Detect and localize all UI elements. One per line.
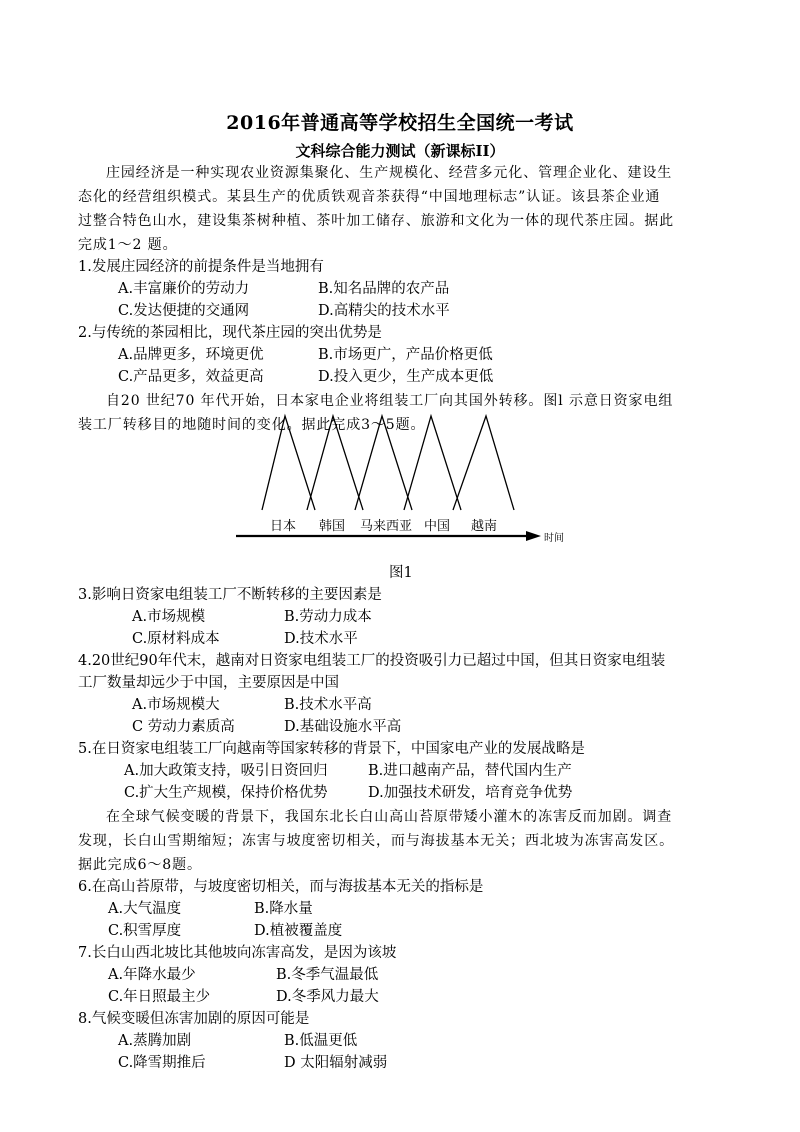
q4-stem-line-2: 工厂数量却远少于中国，主要原因是中国 (78, 675, 339, 691)
q7-option-c: C.年日照最主少 (108, 989, 211, 1005)
q7-option-b: B.冬季气温最低 (276, 967, 379, 983)
q4-option-b: B.技术水平高 (284, 697, 372, 713)
q4-stem-line-1: 4.20世纪90年代末，越南对日资家电组装工厂的投资吸引力已超过中国，但其日资家电组装 (78, 653, 666, 669)
axis-label-time: 时间 (544, 533, 564, 544)
intro3-line-1: 在全球气候变暖的背景下，我国东北长白山高山苔原带矮小灌木的冻害反而加剧。调查 (106, 809, 673, 825)
transfer-triangles (262, 416, 514, 510)
q3-option-c: C.原材料成本 (132, 631, 220, 647)
q2-option-a: A.品牌更多，环境更优 (118, 347, 264, 363)
triangle-china (404, 416, 461, 510)
q6-option-c: C.积雪厚度 (108, 923, 182, 939)
q3-option-d: D.技术水平 (284, 631, 358, 647)
intro1-line-1: 庄园经济是一种实现农业资源集聚化、生产规模化、经营多元化、管理企业化、建设生 (106, 165, 673, 181)
q6-option-b: B.降水量 (254, 901, 313, 917)
q5-stem: 5.在日资家电组装工厂向越南等国家转移的背景下，中国家电产业的发展战略是 (78, 741, 585, 757)
q5-option-a: A.加大政策支持，吸引日资回归 (124, 763, 328, 779)
q1-option-a: A.丰富廉价的劳动力 (118, 281, 250, 297)
q7-option-a: A.年降水最少 (108, 967, 196, 983)
q1-option-b: B.知名品牌的农产品 (318, 281, 450, 297)
intro3-line-2: 发现，长白山雪期缩短；冻害与坡度密切相关，而与海拔基本无关；西北坡为冻害高发区。 (78, 833, 674, 849)
q7-stem: 7.长白山西北坡比其他坡向冻害高发，是因为该坡 (78, 945, 397, 961)
page-subtitle: 文科综合能力测试（新课标II） (295, 142, 505, 160)
q6-option-d: D.植被覆盖度 (254, 923, 343, 939)
triangle-korea (307, 416, 363, 510)
country-label-korea: 韩国 (319, 519, 346, 534)
q4-option-a: A.市场规模大 (132, 697, 220, 713)
q5-option-b: B.进口越南产品，替代国内生产 (368, 763, 572, 779)
q3-option-b: B.劳动力成本 (284, 609, 372, 625)
country-label-japan: 日本 (270, 519, 297, 534)
intro1-line-3: 过整合特色山水，建设集茶树种植、茶叶加工储存、旅游和文化为一体的现代茶庄园。据此 (78, 213, 674, 229)
q2-option-b: B.市场更广，产品价格更低 (318, 347, 493, 363)
q1-option-d: D.高精尖的技术水平 (318, 303, 450, 319)
intro1-line-4: 完成1～2 题。 (78, 237, 178, 253)
q6-option-a: A.大气温度 (108, 901, 182, 917)
intro1-line-2: 态化的经营组织模式。某县生产的优质铁观音茶获得“中国地理标志”认证。该县茶企业通 (78, 189, 661, 205)
time-axis-arrowhead (526, 531, 541, 541)
q8-option-b: B.低温更低 (284, 1033, 358, 1049)
page-title: 2016年普通高等学校招生全国统一考试 (226, 112, 574, 134)
q8-option-c: C.降雪期推后 (118, 1055, 206, 1071)
triangle-vietnam (453, 416, 514, 510)
country-label-vietnam: 越南 (471, 519, 498, 534)
q5-option-d: D.加强技术研发，培育竞争优势 (368, 785, 573, 801)
q8-option-d: D 太阳辐射减弱 (284, 1055, 388, 1071)
q4-option-d: D.基础设施水平高 (284, 719, 402, 735)
q2-stem: 2.与传统的茶园相比，现代茶庄园的突出优势是 (78, 325, 382, 341)
q8-stem: 8.气候变暖但冻害加剧的原因可能是 (78, 1011, 310, 1027)
q2-option-d: D.投入更少，生产成本更低 (318, 369, 494, 385)
intro2-line-2: 装工厂转移目的地随时间的变化。据此完成3～5题。 (78, 417, 426, 433)
q2-option-c: C.产品更多，效益更高 (118, 369, 264, 385)
triangle-malaysia (355, 416, 412, 510)
q3-option-a: A.市场规模 (132, 609, 206, 625)
country-label-malaysia: 马来西亚 (360, 519, 413, 534)
country-label-china: 中国 (424, 519, 451, 534)
intro3-line-3: 据此完成6～8题。 (78, 857, 202, 873)
q1-option-c: C.发达便捷的交通网 (118, 303, 250, 319)
figure-caption: 图1 (389, 565, 413, 581)
q8-option-a: A.蒸腾加剧 (118, 1033, 192, 1049)
q3-stem: 3.影响日资家电组装工厂不断转移的主要因素是 (78, 587, 382, 603)
triangle-japan (262, 416, 315, 510)
intro2-line-1: 自20 世纪70 年代开始，日本家电企业将组装工厂向其国外转移。图l 示意日资家电组 (106, 393, 674, 409)
q4-option-c: C 劳动力素质高 (132, 719, 235, 735)
q6-stem: 6.在高山苔原带，与坡度密切相关，而与海拔基本无关的指标是 (78, 879, 484, 895)
q5-option-c: C.扩大生产规模，保持价格优势 (124, 785, 328, 801)
q1-stem: 1.发展庄园经济的前提条件是当地拥有 (78, 259, 324, 275)
q7-option-d: D.冬季风力最大 (276, 989, 379, 1005)
